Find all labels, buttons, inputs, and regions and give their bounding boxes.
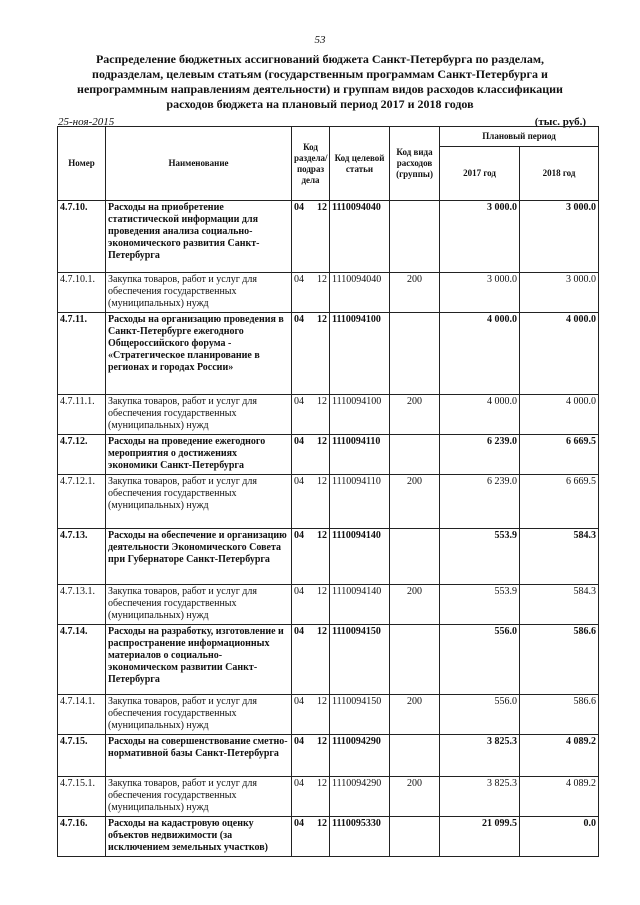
row-amount-2018: 4 089.2 <box>520 735 599 777</box>
row-amount-2017: 3 000.0 <box>440 201 520 273</box>
row-section-code: 04 <box>292 313 310 395</box>
row-amount-2018: 3 000.0 <box>520 201 599 273</box>
page-number: 53 <box>314 34 326 46</box>
row-amount-2017: 553.9 <box>440 585 520 625</box>
row-section-code: 04 <box>292 201 310 273</box>
row-target-code: 1110094100 <box>330 313 390 395</box>
row-amount-2017: 556.0 <box>440 625 520 695</box>
row-group-code <box>390 529 440 585</box>
row-target-code: 1110094100 <box>330 395 390 435</box>
row-group-code <box>390 201 440 273</box>
row-name: Закупка товаров, работ и услуг для обеспечения государственных (муниципальных) нужд <box>106 273 292 313</box>
row-number: 4.7.14. <box>58 625 106 695</box>
row-number: 4.7.15.1. <box>58 777 106 817</box>
row-target-code: 1110094150 <box>330 695 390 735</box>
row-section-code: 04 <box>292 777 310 817</box>
row-name: Закупка товаров, работ и услуг для обеспечения государственных (муниципальных) нужд <box>106 695 292 735</box>
row-group-code: 200 <box>390 475 440 529</box>
row-amount-2017: 556.0 <box>440 695 520 735</box>
header-name: Наименование <box>106 127 292 201</box>
header-2018: 2018 год <box>520 147 599 201</box>
table-row <box>58 201 599 273</box>
row-subsection-code: 12 <box>310 777 330 817</box>
row-group-code <box>390 313 440 395</box>
table-row <box>58 585 599 625</box>
currency-unit: (тыс. руб.) <box>534 116 586 128</box>
table-row <box>58 777 599 817</box>
document-date: 25-ноя-2015 <box>58 116 115 128</box>
row-amount-2018: 586.6 <box>520 695 599 735</box>
header-number: Номер <box>58 127 106 201</box>
row-target-code: 1110094110 <box>330 435 390 475</box>
table-row <box>58 435 599 475</box>
header-planned-period: Плановый период <box>440 127 599 147</box>
row-subsection-code: 12 <box>310 529 330 585</box>
row-name: Расходы на проведение ежегодного мероприятия о достижениях экономики Санкт-Петербурга <box>106 435 292 475</box>
row-group-code: 200 <box>390 585 440 625</box>
row-amount-2017: 3 825.3 <box>440 735 520 777</box>
row-target-code: 1110094040 <box>330 201 390 273</box>
page-title: Распределение бюджетных ассигнований бюджета Санкт-Петербурга по разделам, подразделам, целевым статьям (государственным программам Санкт-Петербурга и непрограммным направлениям деятельности) и группам видов расходов классификации расходов бюджета на плановый период 2017 и 2018 годов <box>77 52 563 111</box>
table-row <box>58 735 599 777</box>
table-row <box>58 625 599 695</box>
row-section-code: 04 <box>292 273 310 313</box>
row-number: 4.7.11. <box>58 313 106 395</box>
row-amount-2017: 553.9 <box>440 529 520 585</box>
row-section-code: 04 <box>292 585 310 625</box>
row-amount-2018: 584.3 <box>520 585 599 625</box>
row-group-code <box>390 735 440 777</box>
row-target-code: 1110094040 <box>330 273 390 313</box>
row-number: 4.7.11.1. <box>58 395 106 435</box>
table-row <box>58 695 599 735</box>
row-target-code: 1110094290 <box>330 777 390 817</box>
row-group-code: 200 <box>390 777 440 817</box>
row-number: 4.7.13. <box>58 529 106 585</box>
row-name: Расходы на совершенствование сметно-нормативной базы Санкт-Петербурга <box>106 735 292 777</box>
row-amount-2017: 6 239.0 <box>440 435 520 475</box>
row-subsection-code: 12 <box>310 735 330 777</box>
budget-table <box>57 126 599 857</box>
row-target-code: 1110094140 <box>330 529 390 585</box>
row-number: 4.7.15. <box>58 735 106 777</box>
row-amount-2017: 4 000.0 <box>440 313 520 395</box>
row-group-code: 200 <box>390 273 440 313</box>
row-name: Закупка товаров, работ и услуг для обеспечения государственных (муниципальных) нужд <box>106 777 292 817</box>
table-row <box>58 475 599 529</box>
row-target-code: 1110094110 <box>330 475 390 529</box>
row-subsection-code: 12 <box>310 273 330 313</box>
row-section-code: 04 <box>292 817 310 857</box>
row-target-code: 1110095330 <box>330 817 390 857</box>
table-row <box>58 313 599 395</box>
header-target: Код целевой статьи <box>330 127 390 201</box>
row-section-code: 04 <box>292 395 310 435</box>
row-amount-2017: 3 825.3 <box>440 777 520 817</box>
row-name: Расходы на кадастровую оценку объектов недвижимости (за исключением земельных участков) <box>106 817 292 857</box>
row-number: 4.7.10.1. <box>58 273 106 313</box>
row-name: Закупка товаров, работ и услуг для обеспечения государственных (муниципальных) нужд <box>106 395 292 435</box>
row-number: 4.7.10. <box>58 201 106 273</box>
row-subsection-code: 12 <box>310 625 330 695</box>
table-row <box>58 529 599 585</box>
row-subsection-code: 12 <box>310 435 330 475</box>
row-number: 4.7.14.1. <box>58 695 106 735</box>
row-subsection-code: 12 <box>310 817 330 857</box>
row-section-code: 04 <box>292 695 310 735</box>
row-amount-2018: 6 669.5 <box>520 435 599 475</box>
table-row <box>58 273 599 313</box>
row-name: Закупка товаров, работ и услуг для обеспечения государственных (муниципальных) нужд <box>106 475 292 529</box>
row-amount-2018: 586.6 <box>520 625 599 695</box>
row-section-code: 04 <box>292 625 310 695</box>
row-section-code: 04 <box>292 435 310 475</box>
row-number: 4.7.16. <box>58 817 106 857</box>
table-body <box>58 201 599 857</box>
row-name: Расходы на организацию проведения в Санкт-Петербурге ежегодного Общероссийского форума - «Стратегическое планирование в регионах и городах России» <box>106 313 292 395</box>
row-amount-2017: 3 000.0 <box>440 273 520 313</box>
row-subsection-code: 12 <box>310 585 330 625</box>
row-amount-2018: 0.0 <box>520 817 599 857</box>
row-group-code <box>390 435 440 475</box>
row-subsection-code: 12 <box>310 475 330 529</box>
row-subsection-code: 12 <box>310 313 330 395</box>
row-group-code: 200 <box>390 395 440 435</box>
row-number: 4.7.12.1. <box>58 475 106 529</box>
row-number: 4.7.13.1. <box>58 585 106 625</box>
header-2017: 2017 год <box>440 147 520 201</box>
row-amount-2018: 3 000.0 <box>520 273 599 313</box>
table-row <box>58 395 599 435</box>
row-section-code: 04 <box>292 529 310 585</box>
row-section-code: 04 <box>292 475 310 529</box>
row-target-code: 1110094150 <box>330 625 390 695</box>
row-group-code <box>390 625 440 695</box>
row-amount-2018: 4 000.0 <box>520 395 599 435</box>
header-section: Код раздела/ подраз дела <box>292 127 330 201</box>
row-number: 4.7.12. <box>58 435 106 475</box>
row-amount-2017: 4 000.0 <box>440 395 520 435</box>
row-amount-2017: 21 099.5 <box>440 817 520 857</box>
row-subsection-code: 12 <box>310 695 330 735</box>
row-name: Закупка товаров, работ и услуг для обеспечения государственных (муниципальных) нужд <box>106 585 292 625</box>
row-name: Расходы на приобретение статистической информации для проведения анализа социально-экономического развития Санкт-Петербурга <box>106 201 292 273</box>
row-section-code: 04 <box>292 735 310 777</box>
row-target-code: 1110094290 <box>330 735 390 777</box>
row-amount-2018: 4 000.0 <box>520 313 599 395</box>
table-row <box>58 817 599 857</box>
row-amount-2018: 6 669.5 <box>520 475 599 529</box>
row-subsection-code: 12 <box>310 395 330 435</box>
row-amount-2018: 584.3 <box>520 529 599 585</box>
row-name: Расходы на разработку, изготовление и распространение информационных материалов о социально-экономическом развитии Санкт-Петербурга <box>106 625 292 695</box>
row-subsection-code: 12 <box>310 201 330 273</box>
row-amount-2018: 4 089.2 <box>520 777 599 817</box>
row-target-code: 1110094140 <box>330 585 390 625</box>
row-name: Расходы на обеспечение и организацию деятельности Экономического Совета при Губернаторе Санкт-Петербурга <box>106 529 292 585</box>
row-amount-2017: 6 239.0 <box>440 475 520 529</box>
row-group-code <box>390 817 440 857</box>
header-group: Код вида расходов (группы) <box>390 127 440 201</box>
row-group-code: 200 <box>390 695 440 735</box>
